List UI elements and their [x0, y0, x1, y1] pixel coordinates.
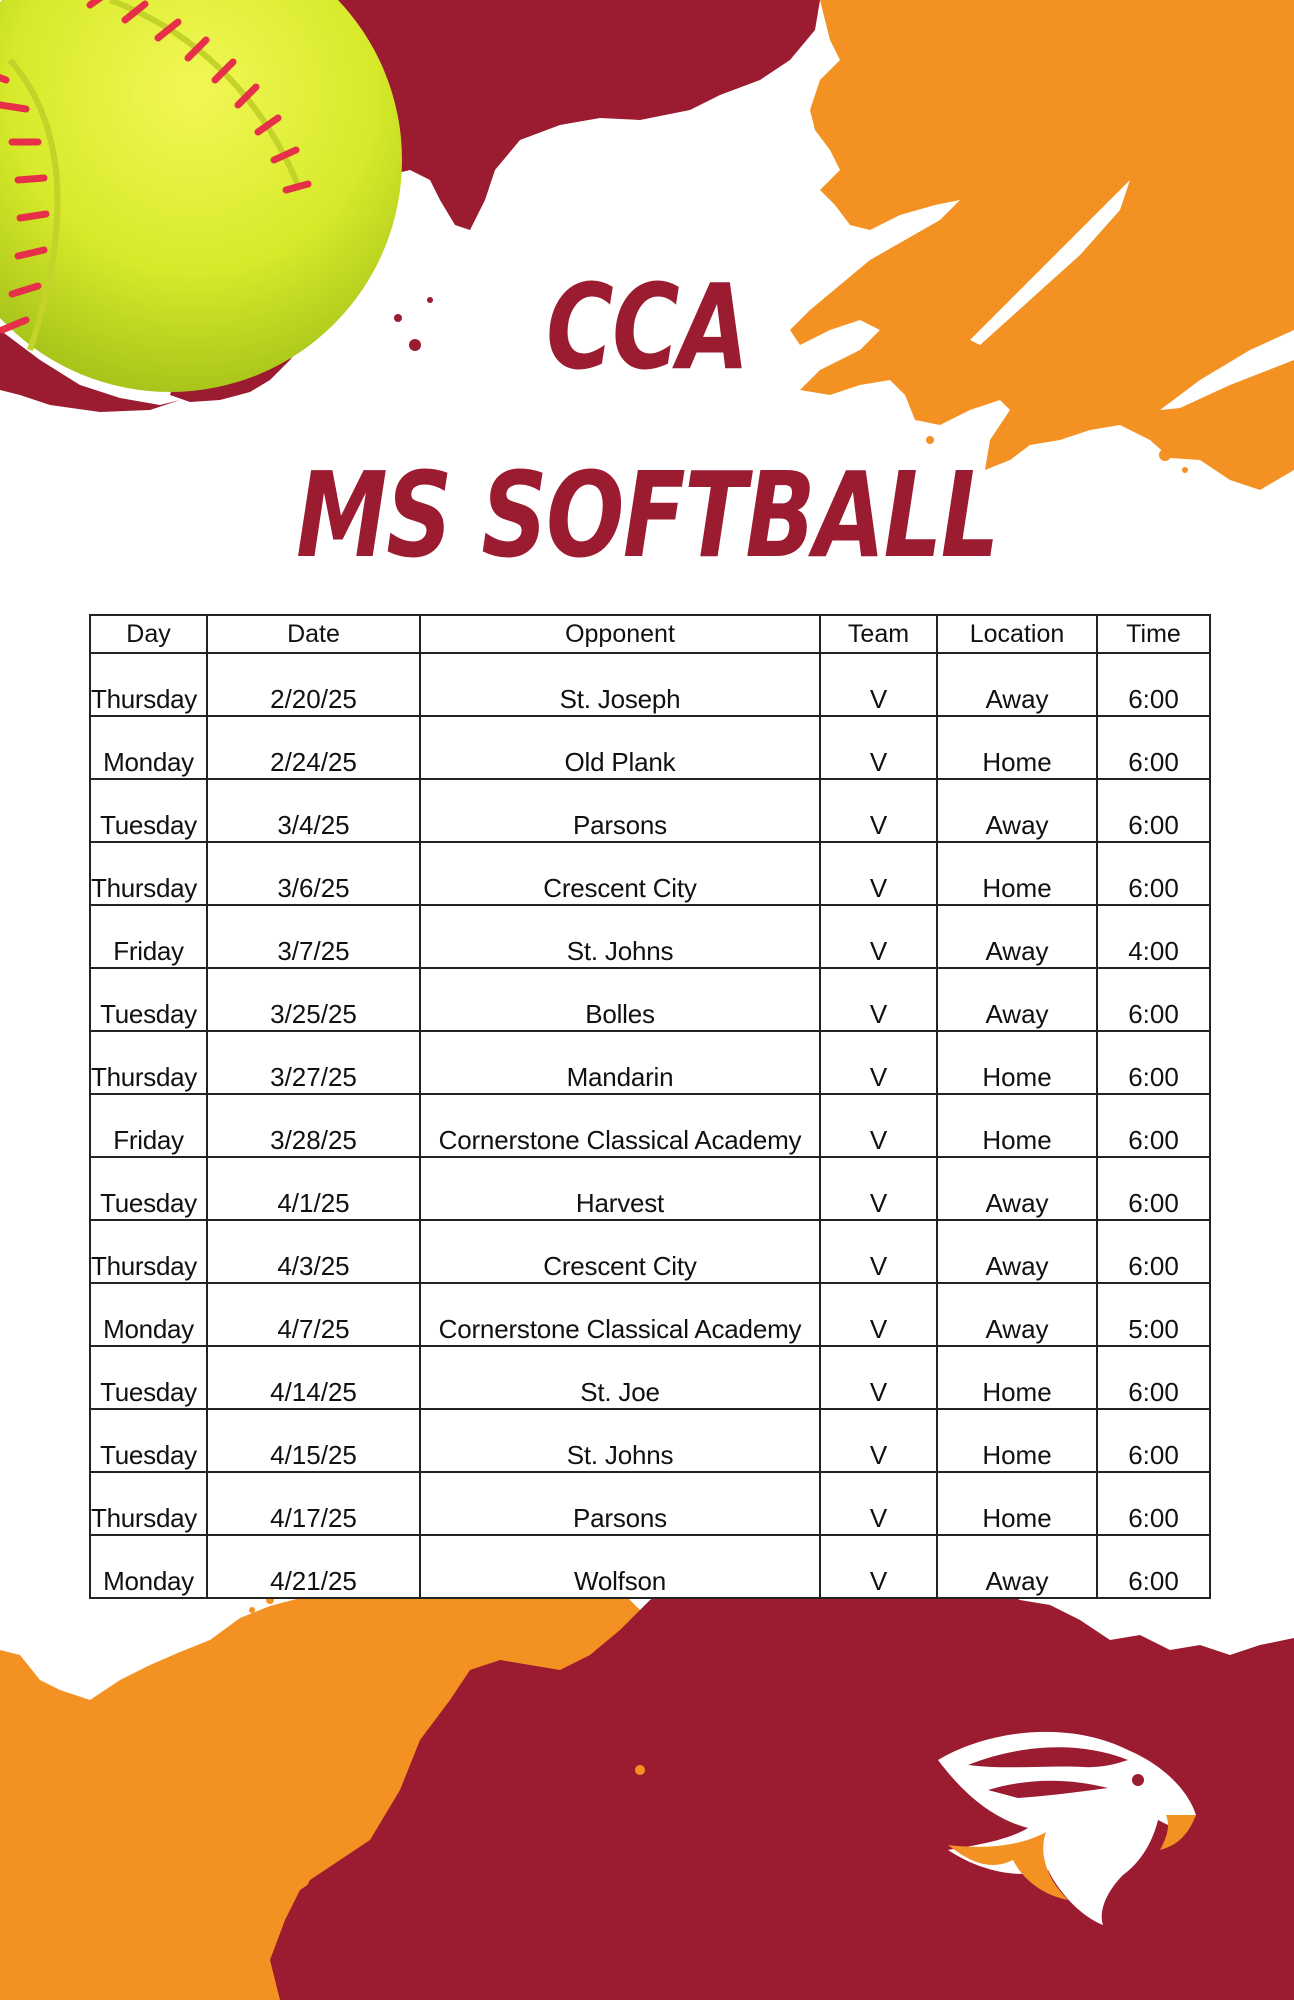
- cell-date: 4/21/25: [207, 1535, 420, 1598]
- cell-location: Away: [937, 779, 1097, 842]
- cell-time: 6:00: [1097, 842, 1210, 905]
- cell-time: 6:00: [1097, 1031, 1210, 1094]
- table-row: [90, 1031, 1210, 1094]
- cell-location: Away: [937, 968, 1097, 1031]
- cell-opponent: St. Joe: [420, 1346, 820, 1409]
- table-row: [90, 1472, 1210, 1535]
- cell-location: Away: [937, 1157, 1097, 1220]
- eagle-logo-icon: [928, 1720, 1208, 1930]
- cell-day: Thursday: [90, 653, 207, 716]
- cell-opponent: Old Plank: [420, 716, 820, 779]
- splatter-dot: [1159, 449, 1171, 461]
- cell-date: 3/27/25: [207, 1031, 420, 1094]
- cell-date: 4/14/25: [207, 1346, 420, 1409]
- cell-time: 6:00: [1097, 1472, 1210, 1535]
- cell-time: 6:00: [1097, 1220, 1210, 1283]
- header-day: Day: [90, 615, 207, 653]
- table-row: [90, 1283, 1210, 1346]
- header-time: Time: [1097, 615, 1210, 653]
- poster-title-school: CCA: [546, 258, 748, 396]
- cell-opponent: Harvest: [420, 1157, 820, 1220]
- header-location: Location: [937, 615, 1097, 653]
- header-team: Team: [820, 615, 937, 653]
- cell-location: Home: [937, 1346, 1097, 1409]
- cell-day: Tuesday: [90, 779, 207, 842]
- cell-location: Away: [937, 905, 1097, 968]
- cell-date: 3/7/25: [207, 905, 420, 968]
- cell-date: 2/24/25: [207, 716, 420, 779]
- cell-team: V: [820, 1031, 937, 1094]
- header-opponent: Opponent: [420, 615, 820, 653]
- cell-day: Thursday: [90, 1220, 207, 1283]
- cell-team: V: [820, 716, 937, 779]
- cell-time: 6:00: [1097, 1535, 1210, 1598]
- cell-day: Tuesday: [90, 1157, 207, 1220]
- cell-location: Home: [937, 1409, 1097, 1472]
- splatter-dot: [453, 103, 467, 117]
- splatter-dot: [1182, 467, 1188, 473]
- cell-date: 4/7/25: [207, 1283, 420, 1346]
- cell-time: 6:00: [1097, 1409, 1210, 1472]
- cell-day: Tuesday: [90, 1409, 207, 1472]
- cell-location: Home: [937, 1094, 1097, 1157]
- cell-location: Home: [937, 842, 1097, 905]
- cell-time: 6:00: [1097, 1157, 1210, 1220]
- cell-day: Tuesday: [90, 968, 207, 1031]
- cell-opponent: Parsons: [420, 779, 820, 842]
- cell-date: 3/6/25: [207, 842, 420, 905]
- cell-location: Away: [937, 1535, 1097, 1598]
- cell-location: Home: [937, 1472, 1097, 1535]
- cell-day: Thursday: [90, 1472, 207, 1535]
- table-row: [90, 1094, 1210, 1157]
- cell-time: 6:00: [1097, 968, 1210, 1031]
- cell-team: V: [820, 842, 937, 905]
- cell-date: 4/1/25: [207, 1157, 420, 1220]
- table-row: [90, 968, 1210, 1031]
- table-header-row: [90, 615, 1210, 653]
- cell-location: Away: [937, 1283, 1097, 1346]
- table-row: [90, 1409, 1210, 1472]
- cell-team: V: [820, 1409, 937, 1472]
- table-row: [90, 716, 1210, 779]
- cell-day: Monday: [90, 1535, 207, 1598]
- cell-opponent: Bolles: [420, 968, 820, 1031]
- splatter-dot: [926, 436, 934, 444]
- cell-day: Friday: [90, 905, 207, 968]
- cell-team: V: [820, 653, 937, 716]
- cell-time: 6:00: [1097, 1346, 1210, 1409]
- table-row: [90, 779, 1210, 842]
- table-row: [90, 842, 1210, 905]
- table-row: [90, 1535, 1210, 1598]
- cell-day: Friday: [90, 1094, 207, 1157]
- cell-day: Monday: [90, 716, 207, 779]
- cell-day: Thursday: [90, 842, 207, 905]
- cell-team: V: [820, 1535, 937, 1598]
- splatter-dot: [474, 124, 482, 132]
- cell-time: 6:00: [1097, 1094, 1210, 1157]
- cell-opponent: St. Joseph: [420, 653, 820, 716]
- cell-team: V: [820, 905, 937, 968]
- cell-day: Tuesday: [90, 1346, 207, 1409]
- cell-team: V: [820, 779, 937, 842]
- cell-location: Home: [937, 716, 1097, 779]
- cell-day: Monday: [90, 1283, 207, 1346]
- cell-team: V: [820, 1094, 937, 1157]
- cell-time: 4:00: [1097, 905, 1210, 968]
- cell-time: 5:00: [1097, 1283, 1210, 1346]
- cell-location: Away: [937, 653, 1097, 716]
- cell-date: 4/17/25: [207, 1472, 420, 1535]
- splatter-dot: [249, 1607, 255, 1613]
- cell-date: 3/4/25: [207, 779, 420, 842]
- cell-opponent: Cornerstone Classical Academy: [420, 1283, 820, 1346]
- cell-team: V: [820, 1157, 937, 1220]
- cell-time: 6:00: [1097, 653, 1210, 716]
- orange-splash-top: [790, 0, 1294, 490]
- splatter-dot: [603, 1708, 617, 1722]
- cell-date: 3/25/25: [207, 968, 420, 1031]
- cell-opponent: Crescent City: [420, 1220, 820, 1283]
- cell-date: 4/3/25: [207, 1220, 420, 1283]
- cell-location: Home: [937, 1031, 1097, 1094]
- cell-team: V: [820, 1472, 937, 1535]
- cell-team: V: [820, 1283, 937, 1346]
- cell-location: Away: [937, 1220, 1097, 1283]
- cell-opponent: Wolfson: [420, 1535, 820, 1598]
- cell-opponent: Parsons: [420, 1472, 820, 1535]
- cell-time: 6:00: [1097, 716, 1210, 779]
- cell-day: Thursday: [90, 1031, 207, 1094]
- cell-date: 3/28/25: [207, 1094, 420, 1157]
- splatter-dot: [635, 1765, 645, 1775]
- table-row: [90, 1346, 1210, 1409]
- poster-title-sport: MS SOFTBALL: [296, 446, 998, 584]
- cell-team: V: [820, 1220, 937, 1283]
- header-date: Date: [207, 615, 420, 653]
- cell-opponent: Mandarin: [420, 1031, 820, 1094]
- table-row: [90, 1157, 1210, 1220]
- cell-opponent: Cornerstone Classical Academy: [420, 1094, 820, 1157]
- cell-date: 2/20/25: [207, 653, 420, 716]
- cell-team: V: [820, 1346, 937, 1409]
- cell-team: V: [820, 968, 937, 1031]
- cell-time: 6:00: [1097, 779, 1210, 842]
- table-row: [90, 1220, 1210, 1283]
- table-row: [90, 905, 1210, 968]
- schedule-table: [89, 614, 1211, 1599]
- table-row: [90, 653, 1210, 716]
- cell-opponent: St. Johns: [420, 1409, 820, 1472]
- cell-opponent: Crescent City: [420, 842, 820, 905]
- cell-opponent: St. Johns: [420, 905, 820, 968]
- cell-date: 4/15/25: [207, 1409, 420, 1472]
